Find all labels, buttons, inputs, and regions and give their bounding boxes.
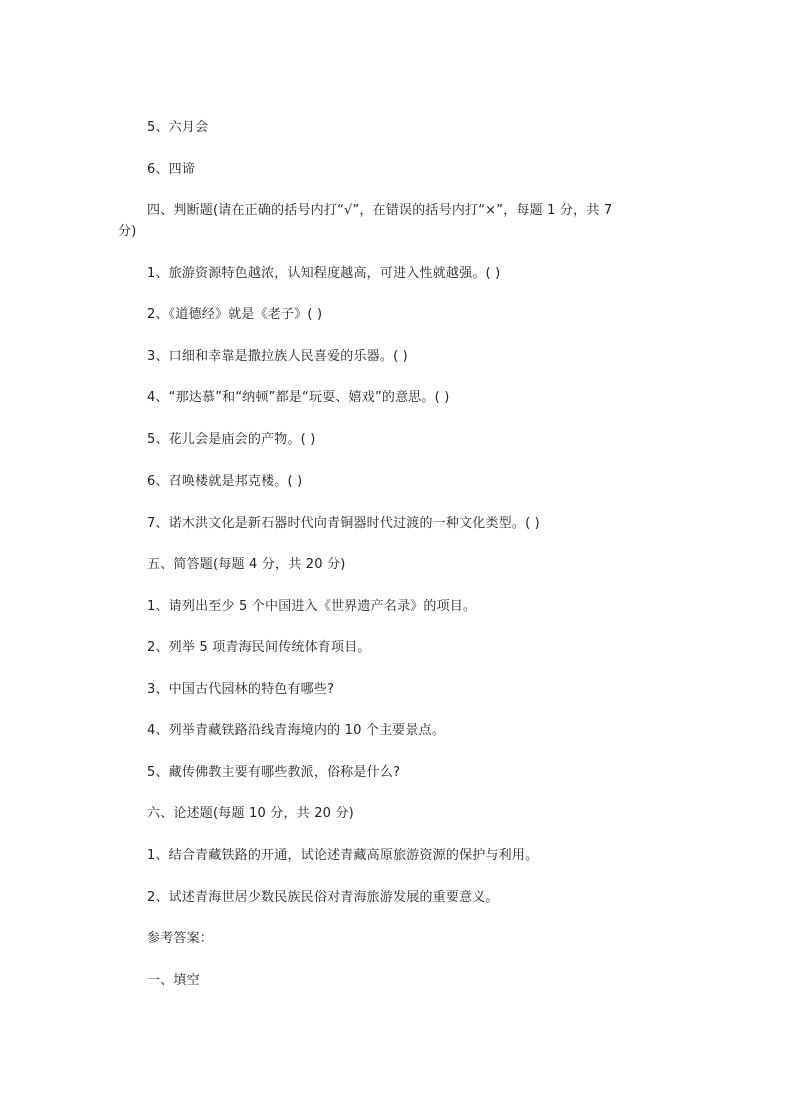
judgment-question-4: 4、“那达慕”和“纳顿”都是“玩耍、嬉戏”的意思。( ) [147, 390, 450, 405]
judgment-question-1: 1、旅游资源特色越浓，认知程度越高，可进入性就越强。( ) [147, 266, 501, 281]
short-answer-question-5: 5、藏传佛教主要有哪些教派，俗称是什么? [147, 765, 401, 780]
judgment-question-3: 3、口细和幸靠是撒拉族人民喜爱的乐器。( ) [147, 349, 408, 364]
judgment-question-5: 5、花儿会是庙会的产物。( ) [147, 432, 316, 447]
answer-item-6: 6、四谛 [147, 162, 196, 177]
judgment-question-6: 6、召唤楼就是邦克楼。( ) [147, 474, 303, 489]
short-answer-question-3: 3、中国古代园林的特色有哪些? [147, 682, 335, 697]
section-heading-judgment: 四、判断题(请在正确的括号内打“√”，在错误的括号内打“×”，每题 1 分，共 7 [147, 203, 613, 218]
section-heading-judgment-continued: 分) [118, 224, 137, 239]
judgment-question-7: 7、诺木洪文化是新石器时代向青铜器时代过渡的一种文化类型。( ) [147, 516, 540, 531]
essay-question-1: 1、结合青藏铁路的开通，试论述青藏高原旅游资源的保护与利用。 [147, 848, 539, 863]
essay-question-2: 2、试述青海世居少数民族民俗对青海旅游发展的重要意义。 [147, 890, 499, 905]
judgment-question-2: 2、《道德经》就是《老子》( ) [147, 307, 323, 322]
short-answer-question-1: 1、请列出至少 5 个中国进入《世界遗产名录》的项目。 [147, 599, 477, 614]
short-answer-question-4: 4、列举青藏铁路沿线青海境内的 10 个主要景点。 [147, 723, 446, 738]
reference-answers-heading: 参考答案： [147, 931, 214, 946]
section-heading-short-answer: 五、简答题(每题 4 分，共 20 分) [147, 557, 346, 572]
answer-section-fill-in: 一、填空 [147, 973, 200, 988]
short-answer-question-2: 2、列举 5 项青海民间传统体育项目。 [147, 640, 371, 655]
answer-item-5: 5、六月会 [147, 120, 209, 135]
section-heading-essay: 六、论述题(每题 10 分，共 20 分) [147, 806, 354, 821]
